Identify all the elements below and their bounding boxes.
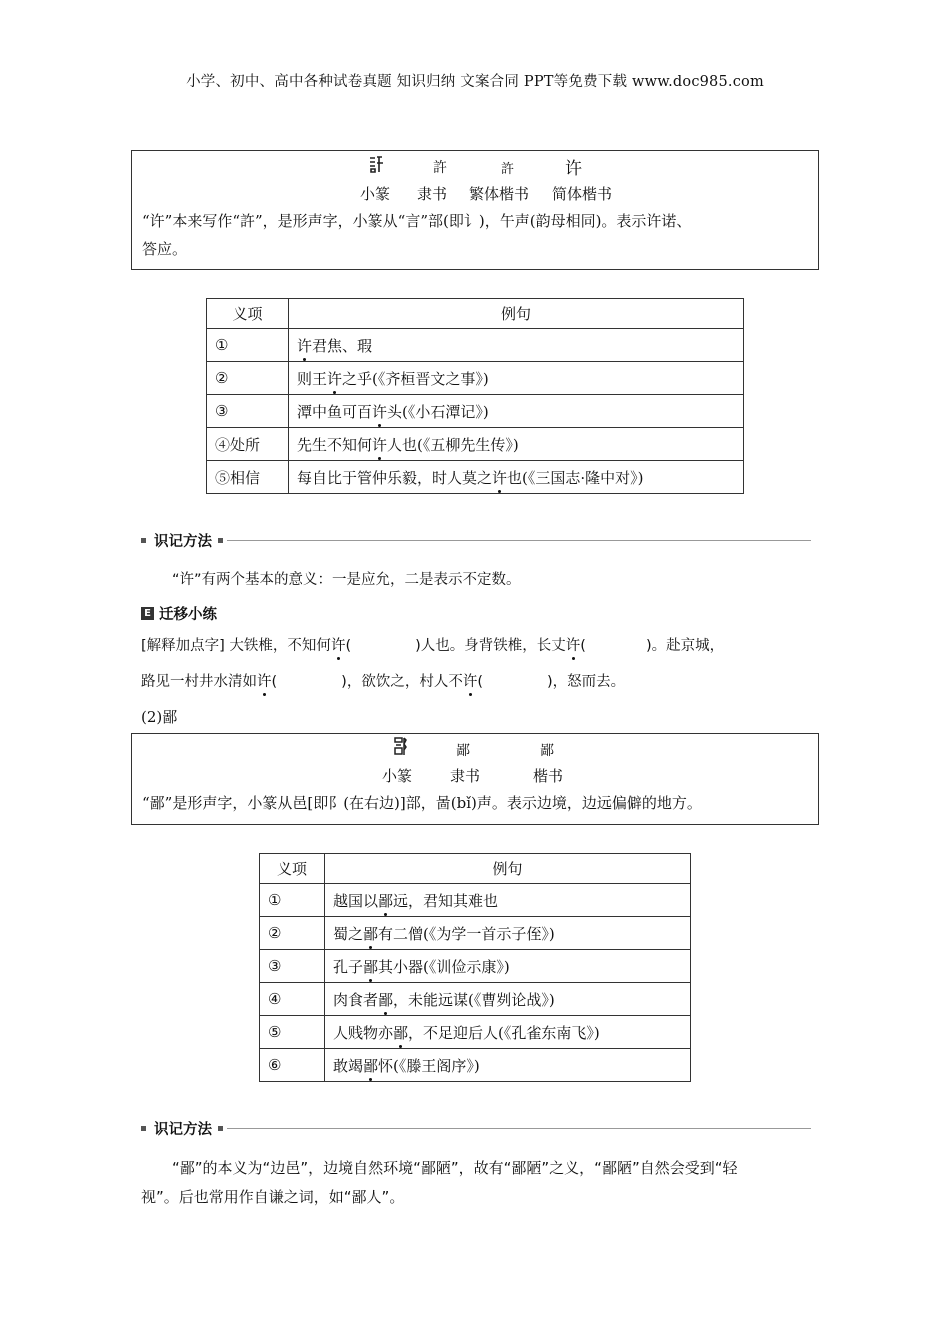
dotted-char: 许 bbox=[492, 468, 508, 487]
example-cell: 则王许之乎(《齐桓晋文之事》) bbox=[289, 362, 744, 395]
practice-badge-icon: E bbox=[141, 607, 154, 620]
meaning-cell: ④ bbox=[260, 983, 325, 1016]
table-row bbox=[207, 395, 744, 428]
table-header-row bbox=[207, 299, 744, 329]
example-cell: 肉食者鄙，未能远谋(《曹刿论战》) bbox=[325, 983, 691, 1016]
square-bullet-icon bbox=[141, 1126, 146, 1131]
column-header-example: 例句 bbox=[289, 299, 744, 329]
dotted-char: 鄙 bbox=[393, 1023, 409, 1042]
dotted-char: 许 bbox=[297, 336, 313, 355]
dotted-char: 许 bbox=[257, 670, 272, 691]
divider-line bbox=[227, 540, 811, 541]
dotted-char: 许 bbox=[566, 634, 581, 655]
meaning-cell: ① bbox=[207, 329, 289, 362]
form-label: 隶书 bbox=[450, 767, 481, 785]
example-cell: 蜀之鄙有二僧(《为学一首示子侄》) bbox=[325, 917, 691, 950]
bi-regular-form: 鄙 bbox=[540, 743, 554, 759]
dotted-char: 鄙 bbox=[363, 957, 379, 976]
meaning-cell: ② bbox=[260, 917, 325, 950]
bi-clerical-form: 鄙 bbox=[456, 743, 470, 759]
example-cell: 潭中鱼可百许头(《小石潭记》) bbox=[289, 395, 744, 428]
bi-explanation: “鄙”是形声字，小篆从邑[即阝(在右边)]部，啚(bǐ)声。表示边境，边远偏僻的地方。 bbox=[142, 794, 702, 812]
bi-method-text-line-1: “鄙”的本义为“边邑”，边境自然环境“鄙陋”，故有“鄙陋”之义，“鄙陋”自然会受到“轻 bbox=[172, 1159, 738, 1177]
dotted-char: 鄙 bbox=[363, 1056, 379, 1075]
xu-method-text: “许”有两个基本的意义：一是应允，二是表示不定数。 bbox=[172, 572, 521, 588]
example-cell: 人贱物亦鄙，不足迎后人(《孔雀东南飞》) bbox=[325, 1016, 691, 1049]
xu-forms-row bbox=[132, 153, 818, 179]
dotted-char: 许 bbox=[463, 670, 478, 691]
xu-meanings-table bbox=[206, 298, 744, 494]
dotted-char: 鄙 bbox=[363, 924, 379, 943]
practice-heading: E 迁移小练 bbox=[141, 603, 217, 624]
xu-traditional-form: 許 bbox=[501, 162, 515, 177]
table-row bbox=[260, 1049, 691, 1082]
page-header: 小学、初中、高中各种试卷真题 知识归纳 文案合同 PPT等免费下载 www.doc985.com bbox=[186, 74, 764, 90]
dotted-char: 鄙 bbox=[378, 990, 394, 1009]
bi-method-heading: 识记方法 bbox=[141, 1118, 811, 1139]
meaning-cell: ③ bbox=[207, 395, 289, 428]
table-row bbox=[260, 950, 691, 983]
square-bullet-icon bbox=[218, 538, 223, 543]
bi-method-text-line-2: 视”。后也常用作自谦之词，如“鄙人”。 bbox=[141, 1188, 405, 1206]
table-header-row bbox=[260, 854, 691, 884]
example-cell: 每自比于管仲乐毅，时人莫之许也(《三国志·隆中对》) bbox=[289, 461, 744, 494]
dotted-char: 许 bbox=[372, 402, 388, 421]
table-row bbox=[207, 428, 744, 461]
example-cell: 孔子鄙其小器(《训俭示康》) bbox=[325, 950, 691, 983]
divider-line bbox=[227, 1128, 811, 1129]
meaning-cell: ① bbox=[260, 884, 325, 917]
column-header-meaning: 义项 bbox=[260, 854, 325, 884]
table-row bbox=[260, 1016, 691, 1049]
xu-explanation-line-1: “许”本来写作“許”，是形声字，小篆从“言”部(即讠)，午声(韵母相同)。表示许诺、 bbox=[142, 212, 692, 230]
meaning-cell: ⑤ bbox=[260, 1016, 325, 1049]
bi-etymology-box bbox=[131, 733, 819, 825]
xu-method-heading: 识记方法 bbox=[141, 530, 811, 551]
table-row bbox=[260, 917, 691, 950]
bi-heading: (2)鄙 bbox=[141, 708, 178, 726]
form-label: 简体楷书 bbox=[552, 185, 613, 203]
column-header-example: 例句 bbox=[325, 854, 691, 884]
dotted-char: 许 bbox=[331, 634, 346, 655]
form-label: 小篆 bbox=[360, 185, 391, 203]
table-row bbox=[207, 461, 744, 494]
meaning-cell: ② bbox=[207, 362, 289, 395]
meaning-cell: ④处所 bbox=[207, 428, 289, 461]
example-cell: 越国以鄙远，君知其难也 bbox=[325, 884, 691, 917]
bi-form-labels bbox=[132, 762, 818, 792]
xu-explanation-line-2: 答应。 bbox=[142, 240, 188, 258]
table-row bbox=[260, 983, 691, 1016]
dotted-char: 许 bbox=[327, 369, 343, 388]
example-cell: 先生不知何许人也(《五柳先生传》) bbox=[289, 428, 744, 461]
square-bullet-icon bbox=[218, 1126, 223, 1131]
xu-seal-script-image bbox=[368, 155, 384, 173]
form-label: 隶书 bbox=[417, 185, 448, 203]
xu-etymology-box bbox=[131, 150, 819, 270]
form-label: 小篆 bbox=[382, 767, 413, 785]
table-row bbox=[207, 329, 744, 362]
practice-line-1: [解释加点字] 大铁椎，不知何许( )人也。身背铁椎，长丈许( )。赴京城， bbox=[141, 634, 724, 655]
square-bullet-icon bbox=[141, 538, 146, 543]
table-row bbox=[207, 362, 744, 395]
dotted-char: 鄙 bbox=[378, 891, 394, 910]
example-cell: 许君焦、瑕 bbox=[289, 329, 744, 362]
xu-form-labels bbox=[132, 179, 818, 207]
xu-clerical-form: 許 bbox=[433, 160, 447, 176]
form-label: 楷书 bbox=[533, 767, 564, 785]
form-label: 繁体楷书 bbox=[469, 185, 530, 203]
bi-meanings-table bbox=[259, 853, 691, 1082]
meaning-cell: ③ bbox=[260, 950, 325, 983]
xu-simplified-form: 许 bbox=[565, 159, 582, 179]
table-row bbox=[260, 884, 691, 917]
dotted-char: 许 bbox=[372, 435, 388, 454]
bi-seal-script-image bbox=[393, 736, 407, 756]
column-header-meaning: 义项 bbox=[207, 299, 289, 329]
meaning-cell: ⑥ bbox=[260, 1049, 325, 1082]
meaning-cell: ⑤相信 bbox=[207, 461, 289, 494]
bi-forms-row bbox=[132, 734, 818, 762]
example-cell: 敢竭鄙怀(《滕王阁序》) bbox=[325, 1049, 691, 1082]
practice-line-2: 路见一村井水清如许( )，欲饮之，村人不许( )，怒而去。 bbox=[141, 670, 625, 691]
